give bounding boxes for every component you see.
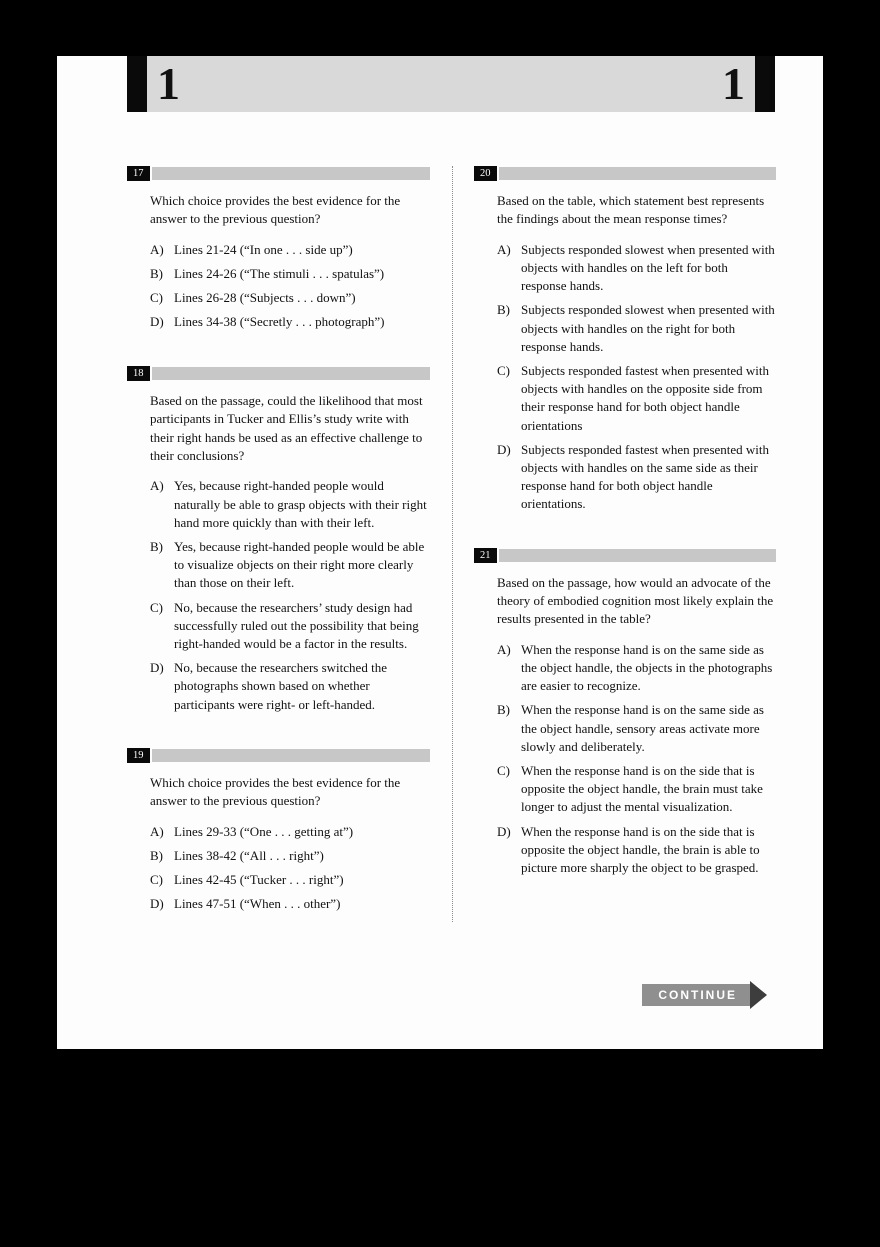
choice-letter: D) [150, 314, 164, 330]
choice-text: Lines 21-24 (“In one . . . side up”) [174, 241, 353, 257]
question-17-header [127, 166, 430, 181]
choice-text: Lines 47-51 (“When . . . other”) [174, 896, 341, 912]
choice-letter: B) [150, 847, 163, 863]
choice-letter: D) [150, 896, 164, 912]
section-number-left: 1 [157, 58, 180, 109]
choice-text: Subjects responded fastest when presented with objects with handles on the opposite side from their response hand for both object handle orientations [521, 363, 770, 433]
question-17 [127, 166, 430, 332]
header-band [127, 56, 775, 112]
choice-letter: B) [497, 302, 510, 318]
answer-choice-c [150, 599, 430, 654]
question-number: 19 [127, 748, 150, 763]
answer-choice-a [150, 241, 430, 259]
choice-letter: B) [497, 702, 510, 718]
answer-choice-c [497, 762, 776, 817]
choice-letter: A) [150, 241, 164, 257]
question-19 [127, 748, 430, 914]
answer-choices [150, 477, 430, 713]
choice-text: Subjects responded slowest when presented with objects with handles on the left for both response hands. [521, 241, 775, 294]
choice-letter: C) [150, 872, 163, 887]
continue-marker [642, 981, 767, 1009]
choice-text: Lines 29-33 (“One . . . getting at”) [174, 823, 354, 839]
question-number: 21 [474, 548, 497, 563]
answer-choice-a [150, 823, 430, 841]
choice-text: Yes, because right-handed people would be able to visualize objects on their right more clearly than those on their left. [174, 539, 425, 591]
answer-choice-c [150, 289, 430, 307]
choice-letter: D) [497, 823, 511, 839]
answer-choice-c [497, 362, 776, 435]
question-21-body [474, 574, 776, 878]
answer-choice-a [150, 477, 430, 532]
band-inner [147, 56, 755, 112]
choice-text: When the response hand is on the same side as the object handle, the objects in the photographs are easier to recognize. [521, 641, 773, 694]
answer-choice-c [150, 871, 430, 889]
answer-choices [497, 641, 776, 877]
question-number: 17 [127, 166, 150, 181]
two-column-content [57, 166, 823, 947]
question-21 [474, 548, 776, 878]
answer-choice-d [150, 659, 430, 714]
question-18 [127, 366, 430, 714]
section-number-right: 1 [722, 58, 745, 109]
answer-choices [497, 241, 776, 514]
choice-letter: C) [150, 599, 163, 615]
answer-choices [150, 241, 430, 332]
question-20 [474, 166, 776, 514]
question-number: 18 [127, 366, 150, 381]
question-prompt: Based on the passage, how would an advocate of the theory of embodied cognition most likely explain the results presented in the table? [497, 574, 774, 627]
question-17-body [127, 192, 430, 332]
answer-choices [150, 823, 430, 914]
answer-choice-d [497, 441, 776, 514]
choice-letter: D) [150, 660, 164, 676]
answer-choice-b [150, 265, 430, 283]
question-prompt: Based on the table, which statement best represents the findings about the mean response times? [497, 193, 765, 227]
continue-label: CONTINUE [642, 984, 751, 1006]
test-page [57, 56, 823, 1049]
question-prompt: Which choice provides the best evidence for the answer to the previous question? [150, 774, 401, 809]
choice-letter: C) [497, 763, 510, 779]
choice-letter: C) [497, 363, 510, 379]
column-left [127, 166, 430, 947]
choice-text: No, because the researchers’ study design had successfully ruled out the possibility that being right-handed would be a factor in the results. [174, 599, 419, 651]
answer-choice-b [497, 301, 776, 356]
question-19-body [127, 774, 430, 914]
answer-choice-d [150, 895, 430, 913]
choice-text: Lines 42-45 (“Tucker . . . right”) [174, 872, 344, 887]
answer-choice-b [497, 701, 776, 756]
choice-letter: C) [150, 290, 163, 306]
choice-text: Lines 26-28 (“Subjects . . . down”) [174, 290, 356, 306]
question-header-bar [152, 167, 431, 180]
continue-arrow-icon [750, 981, 767, 1009]
choice-text: When the response hand is on the side that is opposite the object handle, the brain is able to picture more sharply the object to be grasped. [521, 823, 760, 875]
choice-letter: B) [150, 539, 163, 555]
question-header-bar [152, 749, 431, 762]
question-19-header [127, 748, 430, 763]
choice-text: Subjects responded fastest when presented with objects with handles on the same side as their response hand for both object handle orientations. [521, 441, 770, 512]
choice-text: Lines 38-42 (“All . . . right”) [174, 847, 324, 863]
answer-choice-d [497, 823, 776, 878]
question-prompt: Based on the passage, could the likelihood that most participants in Tucker and Ellis’s study write with their right hands be used as an effective challenge to their conclusions? [150, 392, 423, 464]
question-21-header [474, 548, 776, 563]
choice-text: Subjects responded slowest when presented with objects with handles on the right for both response hands. [521, 302, 775, 354]
choice-letter: A) [150, 478, 164, 494]
question-18-body [127, 392, 430, 714]
choice-text: When the response hand is on the same side as the object handle, sensory areas activate more slowly and deliberately. [521, 702, 764, 754]
question-header-bar [499, 167, 777, 180]
choice-letter: B) [150, 266, 163, 282]
question-number: 20 [474, 166, 497, 181]
choice-text: Yes, because right-handed people would naturally be able to grasp objects with their right hand more quickly than with their left. [174, 478, 427, 530]
column-right [474, 166, 776, 911]
question-header-bar [499, 549, 777, 562]
choice-text: No, because the researchers switched the photographs shown based on whether participants were right- or left-handed. [174, 660, 387, 712]
band-endcap-right [755, 56, 775, 112]
choice-letter: A) [497, 241, 511, 257]
choice-text: When the response hand is on the side that is opposite the object handle, the brain must take longer to adjust the mental visualization. [521, 763, 763, 815]
choice-letter: A) [497, 641, 511, 657]
choice-text: Lines 34-38 (“Secretly . . . photograph”) [174, 314, 385, 330]
answer-choice-b [150, 847, 430, 865]
answer-choice-b [150, 538, 430, 593]
question-prompt: Which choice provides the best evidence for the answer to the previous question? [150, 193, 401, 227]
choice-letter: A) [150, 823, 164, 839]
choice-text: Lines 24-26 (“The stimuli . . . spatulas”) [174, 266, 385, 282]
answer-choice-d [150, 313, 430, 331]
column-divider [452, 166, 453, 922]
question-20-body [474, 192, 776, 514]
answer-choice-a [497, 641, 776, 696]
question-20-header [474, 166, 776, 181]
answer-choice-a [497, 241, 776, 296]
choice-letter: D) [497, 441, 511, 457]
question-18-header [127, 366, 430, 381]
question-header-bar [152, 367, 431, 380]
band-endcap-left [127, 56, 147, 112]
